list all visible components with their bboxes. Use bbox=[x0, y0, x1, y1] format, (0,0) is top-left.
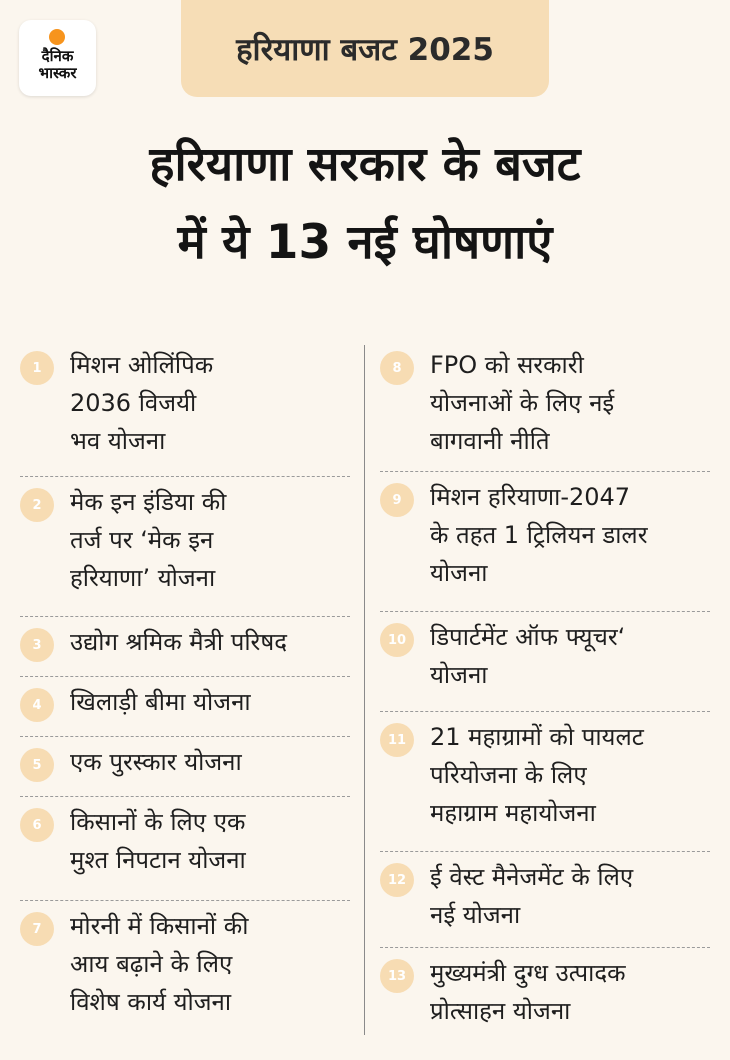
announcement-item bbox=[380, 340, 710, 472]
announcement-text bbox=[70, 346, 350, 460]
announcement-text-line: विशेष कार्य योजना bbox=[70, 988, 232, 1016]
logo-text-line1: दैनिक bbox=[41, 47, 74, 65]
item-number-badge: 5 bbox=[20, 748, 54, 782]
announcement-item bbox=[20, 901, 350, 1033]
item-number-badge: 12 bbox=[380, 863, 414, 897]
announcement-text-line: बागवानी नीति bbox=[430, 427, 550, 455]
announcement-text bbox=[430, 858, 710, 934]
announcement-text-line: मिशन हरियाणा-2047 bbox=[430, 483, 631, 511]
column-divider bbox=[364, 345, 365, 1035]
announcement-text-line: उद्योग श्रमिक मैत्री परिषद bbox=[70, 628, 287, 656]
dainik-bhaskar-logo bbox=[19, 20, 96, 96]
announcement-text-line: मेक इन इंडिया की bbox=[70, 488, 227, 516]
announcement-text-line: डिपार्टमेंट ऑफ फ्यूचर‘ bbox=[430, 623, 626, 651]
announcement-text-line: योजना bbox=[430, 559, 488, 587]
announcement-text bbox=[70, 803, 350, 879]
announcement-text-line: योजना bbox=[430, 661, 488, 689]
item-number-badge: 2 bbox=[20, 488, 54, 522]
announcement-item bbox=[20, 737, 350, 797]
announcement-text bbox=[70, 743, 350, 781]
announcement-text-line: हरियाणा’ योजना bbox=[70, 564, 216, 592]
announcement-text-line: 21 महाग्रामों को पायलट bbox=[430, 723, 644, 751]
announcement-text-line: महाग्राम महायोजना bbox=[430, 799, 596, 827]
logo-sun-icon bbox=[49, 29, 65, 45]
announcement-item bbox=[380, 948, 710, 1038]
announcement-text-line: मुश्त निपटान योजना bbox=[70, 846, 246, 874]
announcement-text-line: आय बढ़ाने के लिए bbox=[70, 950, 233, 978]
announcement-item bbox=[380, 712, 710, 852]
announcement-text-line: किसानों के लिए एक bbox=[70, 808, 246, 836]
announcement-text-line: खिलाड़ी बीमा योजना bbox=[70, 688, 251, 716]
announcement-text-line: प्रोत्साहन योजना bbox=[430, 997, 571, 1025]
item-number-badge: 11 bbox=[380, 723, 414, 757]
announcement-text-line: एक पुरस्कार योजना bbox=[70, 748, 242, 776]
announcement-text-line: के तहत 1 ट्रिलियन डालर bbox=[430, 521, 648, 549]
announcement-text bbox=[70, 683, 350, 721]
announcement-item bbox=[20, 797, 350, 901]
item-number-badge: 7 bbox=[20, 912, 54, 946]
announcement-item bbox=[20, 477, 350, 617]
topic-banner: हरियाणा बजट 2025 bbox=[181, 0, 549, 97]
page-title bbox=[0, 126, 730, 282]
announcement-text bbox=[430, 478, 710, 592]
announcement-text-line: मुख्यमंत्री दुग्ध उत्पादक bbox=[430, 959, 626, 987]
announcement-text-line: 2036 विजयी bbox=[70, 389, 197, 417]
announcement-text-line: मिशन ओलिंपिक bbox=[70, 351, 214, 379]
announcement-text bbox=[70, 623, 350, 661]
announcement-text bbox=[430, 718, 710, 832]
announcement-text bbox=[70, 483, 350, 597]
page-title-line1: हरियाणा सरकार के बजट bbox=[149, 137, 581, 192]
item-number-badge: 8 bbox=[380, 351, 414, 385]
announcement-text bbox=[70, 907, 350, 1021]
announcement-item bbox=[380, 612, 710, 712]
announcement-item bbox=[380, 852, 710, 948]
announcement-text-line: तर्ज पर ‘मेक इन bbox=[70, 526, 214, 554]
item-number-badge: 4 bbox=[20, 688, 54, 722]
item-number-badge: 3 bbox=[20, 628, 54, 662]
item-number-badge: 1 bbox=[20, 351, 54, 385]
item-number-badge: 6 bbox=[20, 808, 54, 842]
announcement-text bbox=[430, 618, 710, 694]
announcement-item bbox=[380, 472, 710, 612]
announcement-text-line: मोरनी में किसानों की bbox=[70, 912, 249, 940]
announcement-text-line: योजनाओं के लिए नई bbox=[430, 389, 615, 417]
item-number-badge: 13 bbox=[380, 959, 414, 993]
page-title-line2: में ये 13 नई घोषणाएं bbox=[177, 215, 553, 270]
announcements-right-column bbox=[380, 340, 710, 1038]
item-number-badge: 9 bbox=[380, 483, 414, 517]
announcements-left-column bbox=[20, 340, 350, 1033]
announcement-item bbox=[20, 617, 350, 677]
announcement-text-line: ई वेस्ट मैनेजमेंट के लिए bbox=[430, 863, 634, 891]
announcement-text-line: भव योजना bbox=[70, 427, 166, 455]
logo-text bbox=[19, 48, 96, 82]
item-number-badge: 10 bbox=[380, 623, 414, 657]
announcement-text-line: परियोजना के लिए bbox=[430, 761, 587, 789]
announcement-text-line: नई योजना bbox=[430, 901, 521, 929]
announcement-text bbox=[430, 346, 710, 460]
logo-text-line2: भास्कर bbox=[38, 64, 77, 82]
announcement-text bbox=[430, 954, 710, 1030]
announcement-item bbox=[20, 677, 350, 737]
announcement-text-line: FPO को सरकारी bbox=[430, 351, 584, 379]
announcement-item bbox=[20, 340, 350, 477]
